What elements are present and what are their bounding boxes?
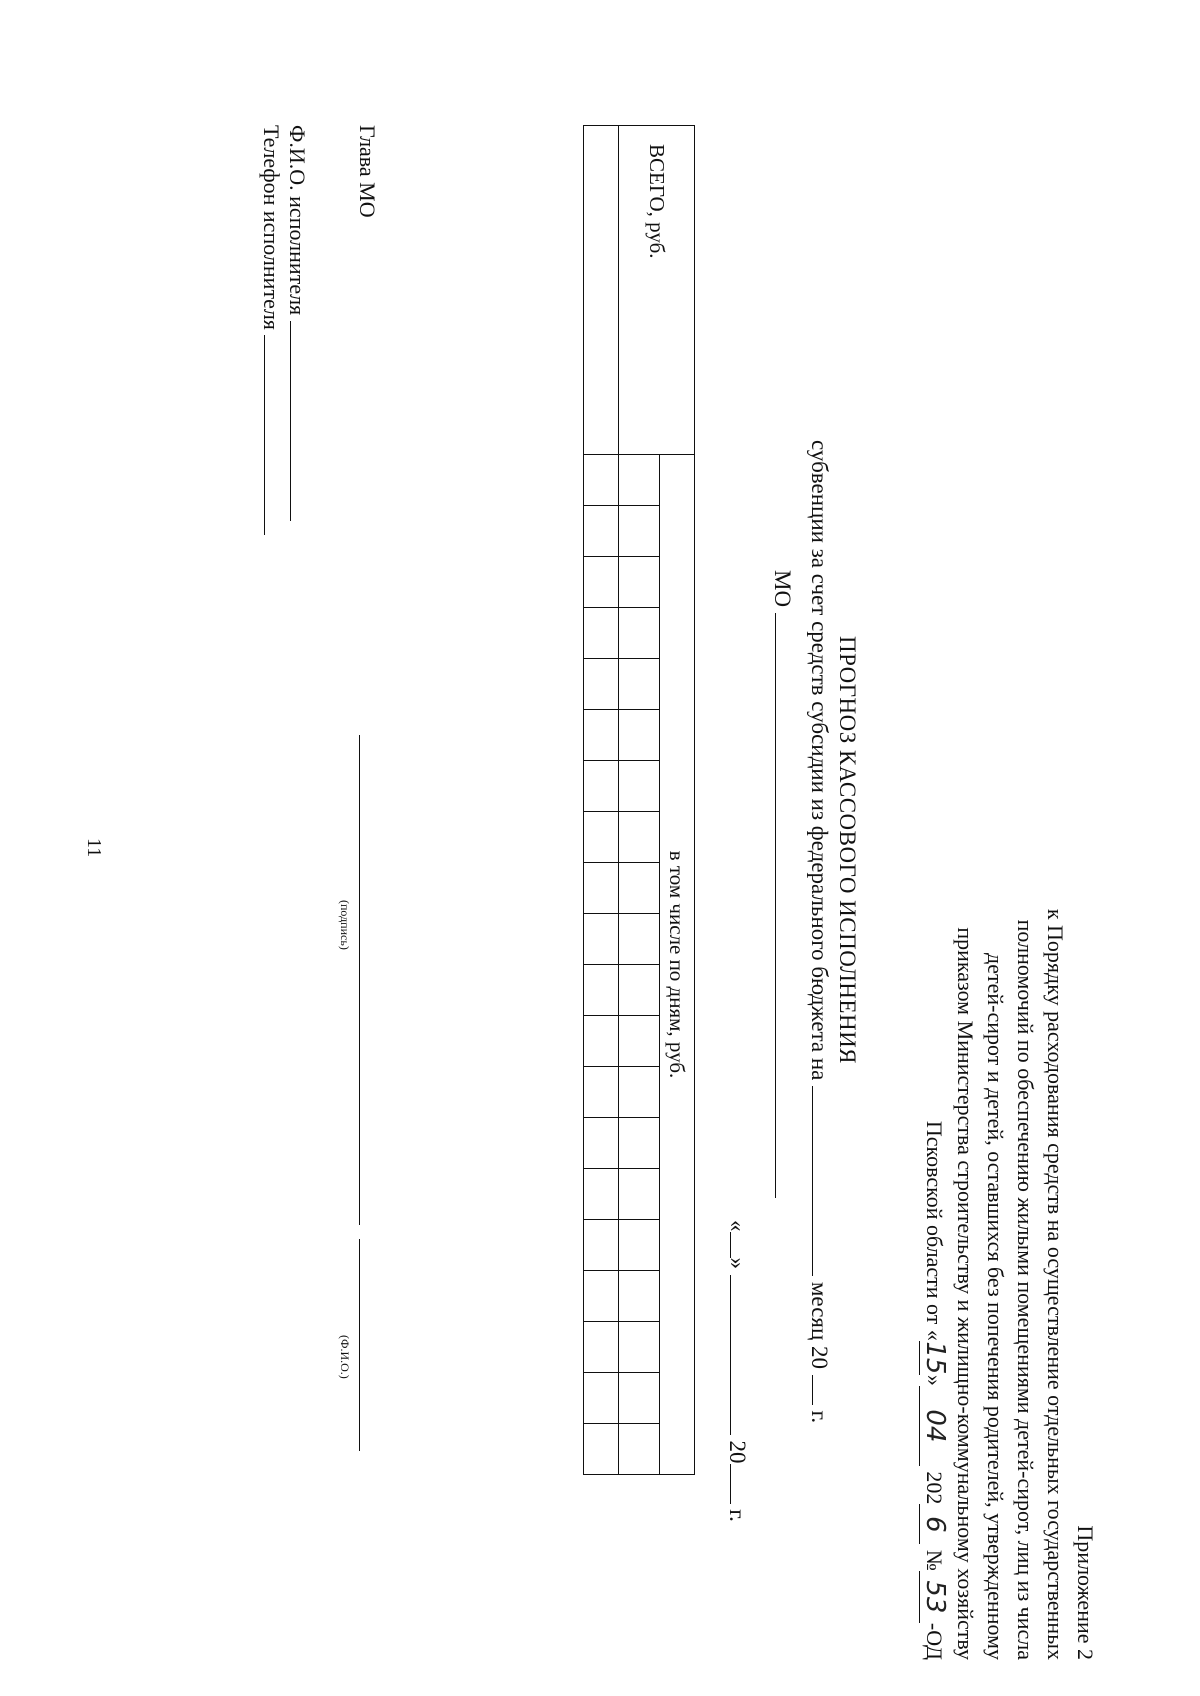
header-by-days: в том числе по дням, руб. (660, 455, 695, 1475)
subtitle-text: субвенции за счет средств субсидии из федерального бюджета на (807, 440, 832, 1081)
handwritten-order-number: 53 (919, 1571, 950, 1623)
day-header-cell[interactable] (619, 812, 660, 863)
day-value-cell[interactable] (584, 455, 619, 506)
day-header-cell[interactable] (619, 914, 660, 965)
day-header-cell[interactable] (619, 608, 660, 659)
annex-number-suffix: -ОД (922, 1622, 947, 1660)
date-day-blank[interactable] (730, 1232, 731, 1258)
executor-phone-label: Телефон исполнителя (259, 125, 284, 330)
day-value-cell[interactable] (584, 1271, 619, 1322)
day-header-cell[interactable] (619, 710, 660, 761)
date-month-blank[interactable] (730, 1275, 731, 1435)
period-blank[interactable] (812, 1086, 813, 1276)
date-g: г. (725, 1509, 750, 1522)
day-header-cell[interactable] (619, 1118, 660, 1169)
day-header-cell[interactable] (619, 863, 660, 914)
day-header-cell[interactable] (619, 1271, 660, 1322)
executor-phone-row (258, 125, 284, 535)
form-title: ПРОГНОЗ КАССОВОГО ИСПОЛНЕНИЯ (835, 635, 860, 1065)
day-header-cell[interactable] (619, 1322, 660, 1373)
form-date (724, 1220, 750, 1522)
day-value-cell[interactable] (584, 557, 619, 608)
signature-caption: (подпись) (338, 900, 352, 950)
subtitle-year-g: г. (807, 1410, 832, 1424)
handwritten-month: 04 (919, 1386, 950, 1466)
day-value-cell[interactable] (584, 608, 619, 659)
date-open-quote: « (725, 1220, 750, 1232)
annex-date-prefix: Псковской области от « (922, 1120, 947, 1341)
fio-caption: (Ф.И.О.) (338, 1335, 352, 1379)
day-value-cell[interactable] (584, 914, 619, 965)
day-header-cell[interactable] (619, 965, 660, 1016)
day-value-cell[interactable] (584, 659, 619, 710)
annex-line-4: приказом Министерства строительству и жилищно-коммунальному хозяйству (953, 927, 978, 1660)
executor-name-blank[interactable] (290, 321, 291, 521)
executor-name-row (284, 125, 310, 535)
day-value-cell[interactable] (584, 1424, 619, 1475)
subtitle-month: месяц 20 (807, 1281, 832, 1370)
annex-date-quote: » (922, 1374, 947, 1386)
form-subtitle (806, 440, 832, 1423)
date-close-quote: » (725, 1257, 750, 1269)
year-blank[interactable] (812, 1375, 813, 1405)
fio-line[interactable] (359, 1239, 360, 1451)
total-value-cell[interactable] (584, 126, 619, 455)
handwritten-year-digit: 6 (919, 1504, 950, 1544)
day-value-cell[interactable] (584, 1220, 619, 1271)
day-value-cell[interactable] (584, 1322, 619, 1373)
day-value-cell[interactable] (584, 761, 619, 812)
date-year: 20 (725, 1440, 750, 1464)
forecast-table (583, 125, 695, 1475)
day-value-cell[interactable] (584, 710, 619, 761)
day-value-cell[interactable] (584, 1016, 619, 1067)
signature-line[interactable] (359, 735, 360, 1225)
day-value-cell[interactable] (584, 812, 619, 863)
table-data-row (584, 126, 619, 1475)
day-header-cell[interactable] (619, 1067, 660, 1118)
annex-title: Приложение 2 (1073, 1525, 1098, 1660)
day-header-cell[interactable] (619, 1220, 660, 1271)
annex-number-sign: № (922, 1549, 947, 1571)
day-value-cell[interactable] (584, 1067, 619, 1118)
annex-line-1: к Порядку расходования средств на осуществление отдельных государственных (1043, 908, 1068, 1660)
day-value-cell[interactable] (584, 965, 619, 1016)
day-value-cell[interactable] (584, 1373, 619, 1424)
day-value-cell[interactable] (584, 863, 619, 914)
table-header-row (660, 126, 695, 1475)
day-header-cell[interactable] (619, 761, 660, 812)
day-header-cell[interactable] (619, 1016, 660, 1067)
executor-block (258, 125, 310, 535)
mo-blank[interactable] (775, 613, 776, 1198)
date-year-blank[interactable] (730, 1464, 731, 1504)
executor-phone-blank[interactable] (264, 335, 265, 535)
head-label: Глава МО (355, 125, 380, 218)
handwritten-day: 15 (920, 1341, 950, 1375)
annex-line-2: полномочий по обеспечению жилыми помещениями детей-сирот, лиц из числа (1013, 919, 1038, 1660)
executor-name-label: Ф.И.О. исполнителя (285, 125, 310, 316)
day-header-cell[interactable] (619, 1169, 660, 1220)
page-number: 11 (83, 838, 105, 858)
day-header-cell[interactable] (619, 455, 660, 506)
day-value-cell[interactable] (584, 506, 619, 557)
mo-label: МО (770, 570, 795, 608)
day-value-cell[interactable] (584, 1118, 619, 1169)
day-header-cell[interactable] (619, 557, 660, 608)
header-total: ВСЕГО, руб. (619, 126, 695, 455)
mo-line (769, 570, 795, 1198)
day-header-cell[interactable] (619, 1373, 660, 1424)
annex-year-prefix: 202 (922, 1471, 947, 1505)
annex-line-3: детей-сирот и детей, оставшихся без попечения родителей, утвержденному (983, 953, 1008, 1660)
day-header-cell[interactable] (619, 506, 660, 557)
day-header-cell[interactable] (619, 659, 660, 710)
day-header-cell[interactable] (619, 1424, 660, 1475)
day-value-cell[interactable] (584, 1169, 619, 1220)
